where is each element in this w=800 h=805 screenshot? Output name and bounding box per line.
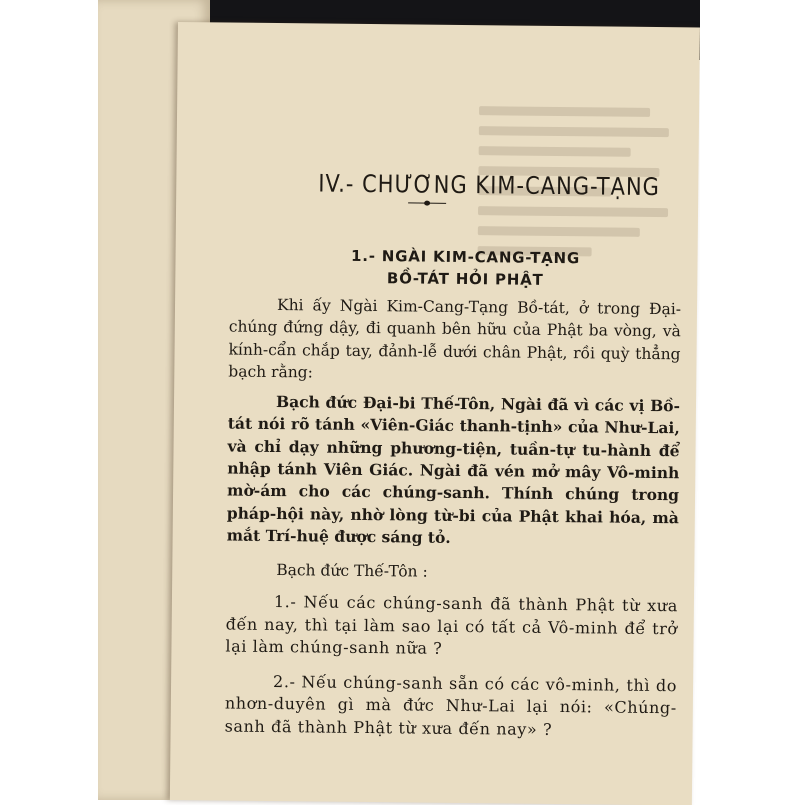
section-title-line2: BỒ-TÁT HỎI PHẬT bbox=[386, 269, 544, 289]
chapter-title: IV.- CHƯƠNG KIM-CANG-TẠNG bbox=[318, 169, 661, 201]
intro-paragraph: Khi ấy Ngài Kim-Cang-Tạng Bồ-tát, ở trong Đại-chúng đứng dậy, đi quanh bên hữu của Phật ba vòng, và kính-cẩn chắp tay, đảnh-lễ dưới chân Phật, rồi quỳ thẳng bạch rằng: bbox=[228, 296, 682, 382]
title-ornament bbox=[408, 202, 446, 203]
salutation: Bạch đức Thế-Tôn : bbox=[276, 561, 428, 581]
right-background bbox=[700, 0, 800, 800]
page-text bbox=[225, 171, 683, 743]
book-page bbox=[170, 22, 700, 805]
section-title-line1: 1.- NGÀI KIM-CANG-TẠNG bbox=[350, 246, 581, 268]
question-2: 2.- Nếu chúng-sanh sẵn có các vô-minh, thì do nhơn-duyên gì mà đức Như-Lai lại nói: «Chúng-sanh đã thành Phật từ xưa đến nay» ? bbox=[224, 671, 678, 739]
section-title bbox=[249, 244, 681, 293]
praise-paragraph: Bạch đức Đại-bi Thế-Tôn, Ngài đã vì các vị Bồ-tát nói rõ tánh «Viên-Giác thanh-tịnh» của Như-Lai, và chỉ dạy những phương-tiện, tuần-tự tu-hành để nhập tánh Viên Giác. Ngài đã vén mở mây Vô-minh mờ-ám cho các chúng-sanh. Thính chúng trong pháp-hội này, nhờ lòng từ-bi của Phật khai hóa, mà mắt Trí-huệ được sáng tỏ. bbox=[226, 392, 681, 547]
question-1: 1.- Nếu các chúng-sanh đã thành Phật từ xưa đến nay, thì tại làm sao lại có tất cả Vô-minh để trở lại làm chúng-sanh nữa ? bbox=[225, 592, 679, 659]
